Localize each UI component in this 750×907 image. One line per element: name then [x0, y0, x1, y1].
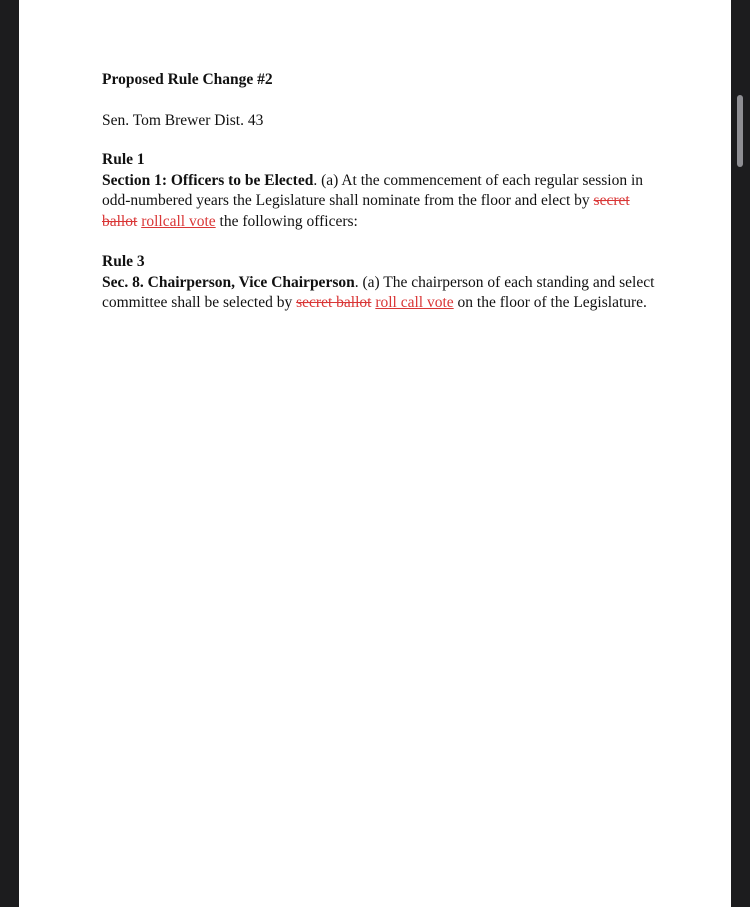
struck-text: secret ballot	[102, 192, 630, 230]
inserted-text: rollcall vote	[141, 212, 216, 230]
document-page	[19, 0, 731, 907]
rule-section-text	[102, 171, 662, 233]
rule-heading: Rule 3	[102, 253, 145, 270]
section-text-after: on the floor of the Legislature.	[453, 294, 647, 311]
vertical-scrollbar[interactable]	[737, 95, 743, 167]
sponsor-line: Sen. Tom Brewer Dist. 43	[102, 111, 264, 129]
rule-3-block	[102, 252, 662, 314]
section-text-before: . (a) The chairperson of each standing and select committee shall be selected by	[102, 273, 655, 311]
rule-heading: Rule 1	[102, 151, 145, 168]
section-text-before: . (a) At the commencement of each regular session in odd-numbered years the Legislature shall nominate from the floor and elect by	[102, 171, 644, 209]
section-label: Section 1: Officers to be Elected	[102, 171, 314, 189]
struck-text: secret ballot	[296, 294, 372, 311]
rule-1-block	[102, 150, 662, 232]
rule-section-text	[102, 273, 662, 314]
section-text-after: the following officers:	[215, 212, 358, 230]
inserted-text: roll call vote	[375, 294, 454, 311]
document-title: Proposed Rule Change #2	[102, 71, 273, 88]
document-content	[102, 70, 662, 314]
section-label: Sec. 8. Chairperson, Vice Chairperson	[102, 273, 355, 291]
